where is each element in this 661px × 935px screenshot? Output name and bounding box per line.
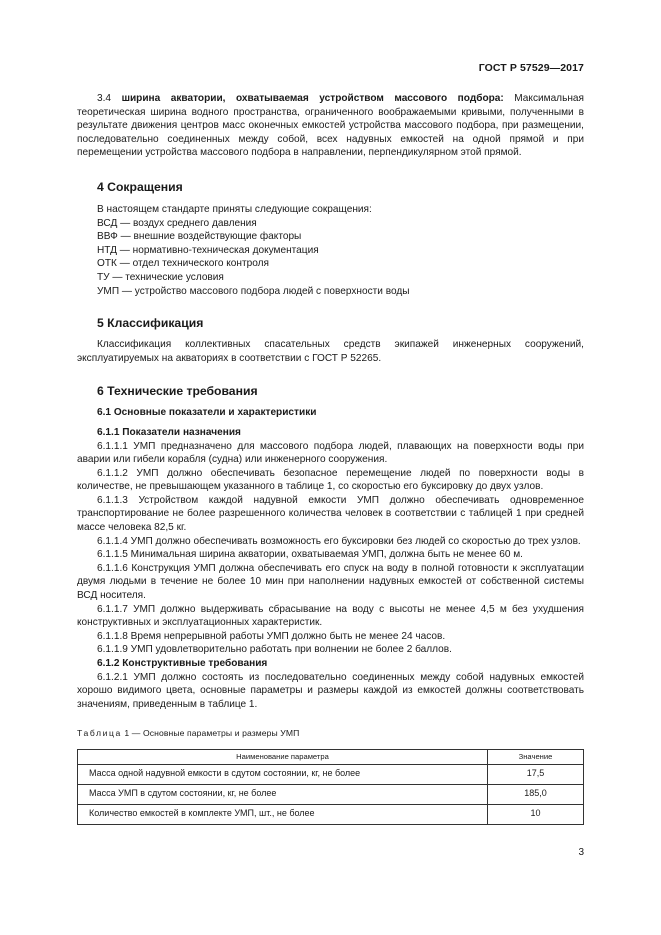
standard-code: ГОСТ Р 57529—2017 — [478, 62, 584, 74]
table-caption-text: 1 — Основные параметры и размеры УМП — [124, 728, 300, 739]
table-header-row — [78, 749, 584, 764]
param-value: 185,0 — [488, 784, 584, 804]
parameters-table — [77, 749, 584, 825]
param-name: Количество емкостей в комплекте УМП, шт., не более — [78, 804, 488, 824]
abbreviations-list — [77, 203, 584, 298]
subsection-6-1: 6.1 Основные показатели и характеристики — [97, 407, 317, 419]
clause-6-1-1-2: 6.1.1.2 УМП должно обеспечивать безопасное перемещение людей по поверхности воды в количестве, не превышающем указанного в таблице 1, со скоростью его буксировку до двух узлов. — [77, 467, 584, 493]
subsection-6-1-2: 6.1.2 Конструктивные требования — [97, 658, 268, 669]
abbreviation-item: ВСД — воздух среднего давления — [97, 217, 257, 229]
clause-6-1-1-1: 6.1.1.1 УМП предназначено для массового подбора людей, плавающих на поверхности воды при аварии или гибели корабля (судна) или инженерного сооружения. — [77, 440, 584, 466]
clause-6-1-1-5: 6.1.1.5 Минимальная ширина акватории, охватываемая УМП, должна быть не менее 60 м. — [97, 549, 523, 561]
section-title-6: 6 Технические требования — [97, 384, 258, 399]
clause-6-1-1-6: 6.1.1.6 Конструкция УМП должна обеспечивать его спуск на воду в полной готовности к эксплуатации двумя людьми в течение не более 10 мин при наполнении надувных емкостей от собственной системы ВСД носителя. — [77, 562, 584, 602]
clause-6-1-2-1: 6.1.2.1 УМП должно состоять из последовательно соединенных между собой надувных емкостей хорошо видимого цвета, основные параметры и размеры каждой из емкостей должны соответствовать значениям, приведенным в таблице 1. — [77, 671, 584, 710]
table-caption-label: Таблица — [77, 728, 122, 739]
abbreviation-item: НТД — нормативно-техническая документация — [97, 244, 319, 256]
definition: Максимальная теоретическая ширина водного пространства, ограниченного воображаемыми кривыми, полученными в результате движения центров масс оконечных емкостей устройства массового подбора, при размещении, последовательно соединенных между собой, всех надувных емкостей на одной прямой и при перемещении устройства массового подбора в направлении, перпендикулярном этой прямой. — [77, 93, 584, 159]
param-name: Масса УМП в сдутом состоянии, кг, не более — [78, 784, 488, 804]
table-row — [78, 764, 584, 784]
page-number: 3 — [578, 847, 584, 858]
clause-number: 3.4 — [97, 93, 112, 104]
section-title-5: 5 Классификация — [97, 316, 204, 331]
abbreviations-intro: В настоящем стандарте приняты следующие сокращения: — [97, 203, 372, 215]
paragraph-3-4 — [77, 92, 584, 160]
clause-6-1-1-4: 6.1.1.4 УМП должно обеспечивать возможность его буксировки без людей со скоростью до трех узлов. — [97, 535, 581, 547]
abbreviation-item: УМП — устройство массового подбора людей с поверхности воды — [97, 285, 410, 297]
header-parameter-name: Наименование параметра — [78, 749, 488, 764]
clause-6-1-1-8: 6.1.1.8 Время непрерывной работы УМП должно быть не менее 24 часов. — [97, 630, 446, 642]
page-content — [77, 92, 584, 825]
header-value: Значение — [488, 749, 584, 764]
param-value: 17,5 — [488, 764, 584, 784]
classification-text: Классификация коллективных спасательных средств экипажей инженерных сооружений, эксплуатируемых на акваториях в соответствии с ГОСТ Р 52265. — [77, 339, 584, 364]
abbreviation-item: ОТК — отдел технического контроля — [97, 258, 269, 270]
subsection-6-1-1: 6.1.1 Показатели назначения — [97, 426, 241, 438]
table-row — [78, 804, 584, 824]
section-title-4: 4 Сокращения — [97, 179, 183, 194]
abbreviation-item: ТУ — технические условия — [97, 271, 224, 283]
clause-6-1-1-9: 6.1.1.9 УМП удовлетворительно работать при волнении не более 2 баллов. — [97, 644, 452, 656]
param-name: Масса одной надувной емкости в сдутом состоянии, кг, не более — [78, 764, 488, 784]
param-value: 10 — [488, 804, 584, 824]
table-row — [78, 784, 584, 804]
clause-6-1-1-7: 6.1.1.7 УМП должно выдерживать сбрасывание на воду с высоты не менее 4,5 м без ухудшения конструктивных и эксплуатационных характеристик. — [77, 603, 584, 629]
table-caption — [77, 727, 584, 741]
abbreviation-item: ВВФ — внешние воздействующие факторы — [97, 231, 302, 243]
clause-6-1-1-3: 6.1.1.3 Устройством каждой надувной емкости УМП должно обеспечивать одновременное транспортирование не более разрешенного количества человек в соответствии с таблицей 1 при средней массе человека 82,5 кг. — [77, 494, 584, 534]
term: ширина акватории, охватываемая устройством массового подбора: — [121, 93, 504, 104]
